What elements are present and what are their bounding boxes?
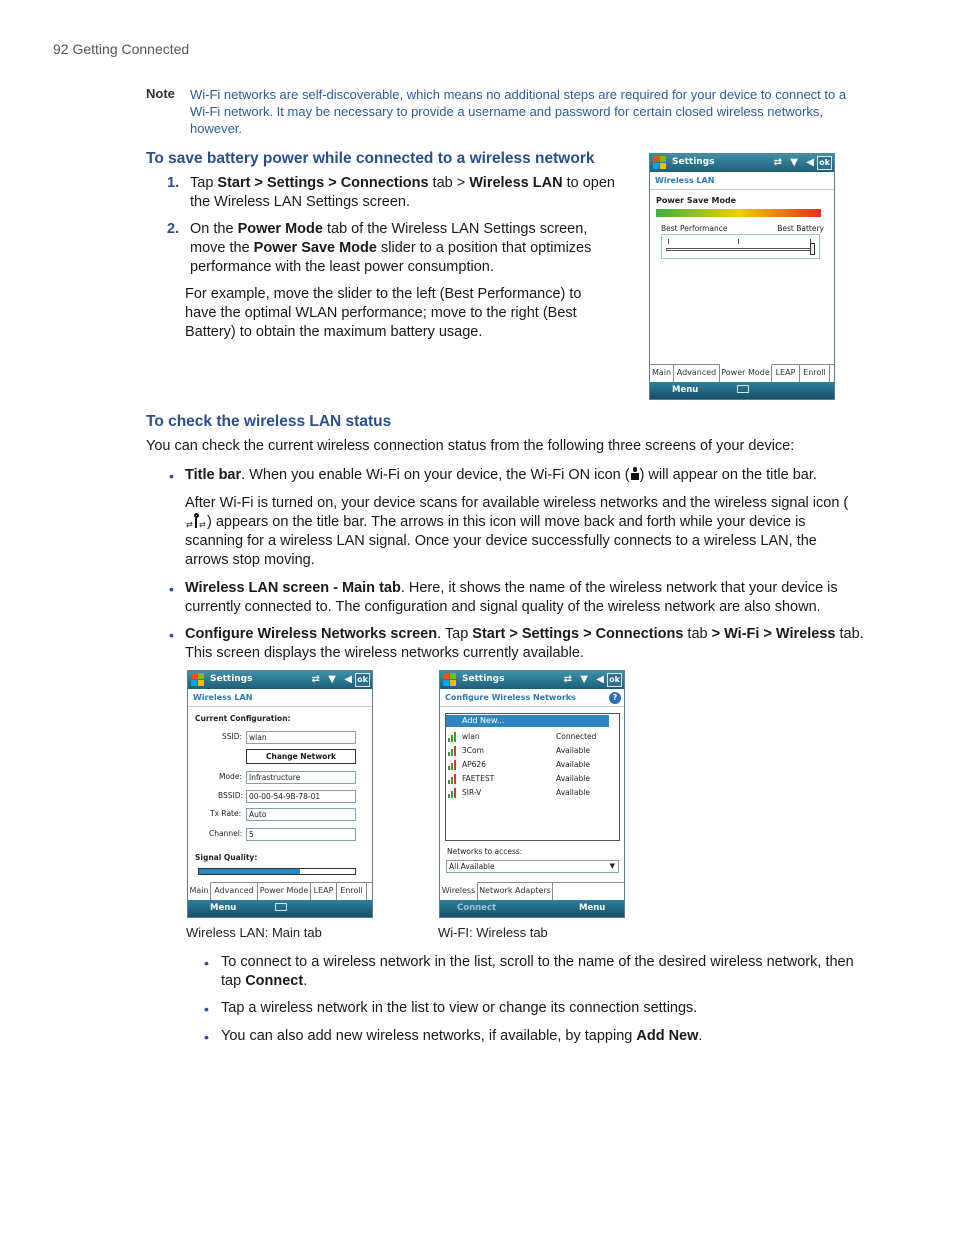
network-status: Available bbox=[556, 760, 590, 769]
tab-strip bbox=[188, 882, 372, 900]
ssid-field: wlan bbox=[246, 731, 356, 744]
mode-label: Mode: bbox=[219, 772, 242, 781]
network-name: 3Com bbox=[462, 746, 484, 755]
step-number: 1. bbox=[167, 175, 180, 191]
bullet-icon: • bbox=[204, 1001, 209, 1017]
list-item[interactable] bbox=[446, 758, 619, 772]
page-header: 92 Getting Connected bbox=[53, 41, 190, 57]
wifi-signal-icon bbox=[448, 773, 458, 784]
signal-quality-fill bbox=[199, 869, 300, 874]
signal-quality-bar bbox=[198, 868, 356, 875]
tab-strip bbox=[440, 882, 624, 900]
slider-track bbox=[666, 248, 814, 251]
power-save-heading: Power Save Mode bbox=[656, 196, 737, 205]
slider-tick bbox=[738, 239, 739, 244]
title-text: Settings bbox=[210, 674, 253, 684]
bullet-icon: • bbox=[169, 468, 174, 484]
title-text: Settings bbox=[672, 157, 715, 167]
change-network-button[interactable]: Change Network bbox=[246, 749, 356, 764]
config-heading: Current Configuration: bbox=[195, 714, 291, 723]
power-gradient-bar bbox=[656, 209, 821, 217]
tab-wireless[interactable]: Wireless bbox=[440, 882, 478, 900]
wireless-lan-main-screenshot bbox=[187, 670, 373, 918]
note-label: Note bbox=[146, 86, 175, 101]
network-status: Connected bbox=[556, 732, 597, 741]
signal-icon: ▼ bbox=[328, 674, 336, 685]
tab-power-mode[interactable]: Power Mode bbox=[720, 364, 772, 382]
volume-icon: ◀ bbox=[596, 674, 604, 685]
wifi-signal-icon bbox=[448, 731, 458, 742]
network-status: Available bbox=[556, 788, 590, 797]
list-item[interactable] bbox=[446, 730, 619, 744]
screen-subtitle: Wireless LAN bbox=[188, 689, 372, 707]
menu-softkey[interactable]: Menu bbox=[210, 903, 237, 913]
ssid-label: SSID: bbox=[222, 732, 243, 741]
title-bar-paragraph: After Wi-Fi is turned on, your device scans for available wireless networks and the wireless signal icon ( ⇄ ⇄ ) appears on the title bar. The arrows in this icon will move back and forth while your device is scanning for a wireless LAN signal. Once your device successfully connects to a wireless LAN, the arrows stop moving. bbox=[185, 495, 849, 568]
screen-subtitle: Wireless LAN bbox=[650, 172, 834, 190]
volume-icon: ◀ bbox=[806, 157, 814, 168]
screen-subtitle bbox=[440, 689, 624, 707]
power-mode-screenshot bbox=[649, 153, 835, 400]
networks-to-access-label: Networks to access: bbox=[447, 847, 523, 856]
txrate-field: Auto bbox=[246, 808, 356, 821]
tab-main[interactable]: Main bbox=[188, 882, 211, 900]
subtitle-text: Configure Wireless Networks bbox=[445, 693, 576, 702]
tab-advanced[interactable]: Advanced bbox=[674, 365, 720, 382]
network-name: AP626 bbox=[462, 760, 486, 769]
mode-field: Infrastructure bbox=[246, 771, 356, 784]
tab-strip bbox=[650, 364, 834, 382]
channel-field: 5 bbox=[246, 828, 356, 841]
ok-button[interactable]: ok bbox=[355, 673, 370, 687]
keyboard-icon[interactable] bbox=[275, 903, 287, 911]
wireless-signal-icon: ⇄ bbox=[563, 674, 572, 685]
example-paragraph: For example, move the slider to the left (Best Performance) to have the optimal WLAN performance; move to the right (Best Battery) to obtain the maximum battery usage. bbox=[185, 286, 582, 340]
title-text: Settings bbox=[462, 674, 505, 684]
bullet-icon: • bbox=[204, 1029, 209, 1045]
tip-view-settings: Tap a wireless network in the list to view or change its connection settings. bbox=[221, 1000, 698, 1016]
menu-softkey[interactable]: Menu bbox=[672, 385, 699, 395]
slider-tick bbox=[668, 239, 669, 244]
network-status: Available bbox=[556, 774, 590, 783]
step-number: 2. bbox=[167, 221, 180, 237]
wifi-signal-icon bbox=[448, 745, 458, 756]
section-heading-status: To check the wireless LAN status bbox=[146, 413, 392, 430]
menu-softkey[interactable]: Menu bbox=[579, 903, 606, 913]
best-battery-label: Best Battery bbox=[777, 224, 824, 233]
network-list[interactable] bbox=[445, 713, 620, 841]
bullet-configure-networks: Configure Wireless Networks screen. Tap Start > Settings > Connections tab > Wi-Fi > Wireless tab. This screen displays the wireless networks currently available. bbox=[185, 626, 864, 661]
bullet-title-bar: Title bar. When you enable Wi-Fi on your device, the Wi-Fi ON icon ( ) will appear on the title bar. bbox=[185, 467, 817, 483]
wifi-wireless-screenshot bbox=[439, 670, 625, 918]
title-bar bbox=[440, 671, 624, 689]
bullet-icon: • bbox=[169, 627, 174, 643]
network-name: SIR-V bbox=[462, 788, 482, 797]
wifi-signal-icon bbox=[448, 759, 458, 770]
status-intro: You can check the current wireless connection status from the following three screens of your device: bbox=[146, 438, 795, 454]
menu-bar bbox=[440, 900, 624, 917]
best-performance-label: Best Performance bbox=[661, 224, 728, 233]
select-value: All Available bbox=[449, 862, 495, 871]
wifi-on-icon bbox=[630, 466, 640, 481]
connectivity-icon: ⇄ bbox=[773, 157, 782, 168]
tab-leap[interactable]: LEAP bbox=[772, 365, 800, 382]
network-status: Available bbox=[556, 746, 590, 755]
signal-icon: ▼ bbox=[790, 157, 798, 168]
signal-icon: ▼ bbox=[580, 674, 588, 685]
ok-button[interactable]: ok bbox=[607, 673, 622, 687]
tab-network-adapters[interactable]: Network Adapters bbox=[478, 883, 553, 900]
tab-advanced[interactable]: Advanced bbox=[211, 883, 258, 900]
bullet-icon: • bbox=[169, 581, 174, 597]
tab-enroll[interactable]: Enroll bbox=[800, 365, 830, 382]
section-heading-battery: To save battery power while connected to a wireless network bbox=[146, 150, 595, 167]
wireless-signal-icon: ⇄ ⇄ bbox=[185, 513, 207, 529]
help-icon[interactable]: ? bbox=[609, 692, 621, 704]
network-rows bbox=[446, 730, 619, 800]
signal-quality-label: Signal Quality: bbox=[195, 853, 258, 862]
bullet-wireless-lan: Wireless LAN screen - Main tab. Here, it shows the name of the wireless network that your device is currently connected to. The configuration and signal quality of the wireless network are also shown. bbox=[185, 580, 838, 615]
bssid-label: BSSID: bbox=[218, 791, 244, 800]
caption-main-tab: Wireless LAN: Main tab bbox=[186, 925, 322, 940]
volume-icon: ◀ bbox=[344, 674, 352, 685]
tab-leap[interactable]: LEAP bbox=[311, 883, 337, 900]
windows-logo-icon bbox=[191, 673, 205, 687]
title-bar bbox=[650, 154, 834, 172]
channel-label: Channel: bbox=[209, 829, 243, 838]
list-item[interactable] bbox=[446, 744, 619, 758]
tab-power-mode[interactable]: Power Mode bbox=[258, 883, 311, 900]
connect-softkey[interactable]: Connect bbox=[457, 903, 497, 913]
wifi-signal-icon bbox=[448, 787, 458, 798]
menu-bar bbox=[650, 382, 834, 399]
caption-wireless-tab: Wi-FI: Wireless tab bbox=[438, 925, 548, 940]
txrate-label: Tx Rate: bbox=[210, 809, 242, 818]
networks-to-access-select[interactable] bbox=[446, 860, 619, 873]
tab-enroll[interactable]: Enroll bbox=[337, 883, 367, 900]
note-text: Wi-Fi networks are self-discoverable, which means no additional steps are required for your device to connect to a Wi-Fi network. It may be necessary to provide a username and password for certain closed wireless networks, however. bbox=[190, 87, 847, 136]
list-item[interactable] bbox=[446, 772, 619, 786]
slider-thumb[interactable] bbox=[810, 243, 815, 255]
power-slider[interactable] bbox=[661, 234, 820, 259]
tip-add-new: You can also add new wireless networks, if available, by tapping Add New. bbox=[221, 1028, 703, 1044]
tab-main[interactable]: Main bbox=[650, 365, 674, 382]
keyboard-icon[interactable] bbox=[737, 385, 749, 393]
network-name: FAETEST bbox=[462, 774, 495, 783]
wireless-signal-icon: ⇄ bbox=[311, 674, 320, 685]
add-new-item[interactable]: Add New... bbox=[446, 715, 609, 727]
step-1-text: Tap Start > Settings > Connections tab > Wireless LAN to open the Wireless LAN Settings screen. bbox=[190, 175, 615, 210]
title-bar bbox=[188, 671, 372, 689]
windows-logo-icon bbox=[653, 156, 667, 170]
tip-connect: To connect to a wireless network in the list, scroll to the name of the desired wireless network, then tap Connect. bbox=[221, 954, 854, 989]
list-item[interactable] bbox=[446, 786, 619, 800]
bullet-icon: • bbox=[204, 955, 209, 971]
ok-button[interactable]: ok bbox=[817, 156, 832, 170]
network-name: wlan bbox=[462, 732, 480, 741]
step-2-text: On the Power Mode tab of the Wireless LAN Settings screen, move the Power Save Mode slider to a position that optimizes performance with the least power consumption. bbox=[190, 221, 592, 275]
windows-logo-icon bbox=[443, 673, 457, 687]
chevron-down-icon: ▼ bbox=[609, 862, 615, 870]
bssid-field: 00-00-54-9B-78-01 bbox=[246, 790, 356, 803]
menu-bar bbox=[188, 900, 372, 917]
